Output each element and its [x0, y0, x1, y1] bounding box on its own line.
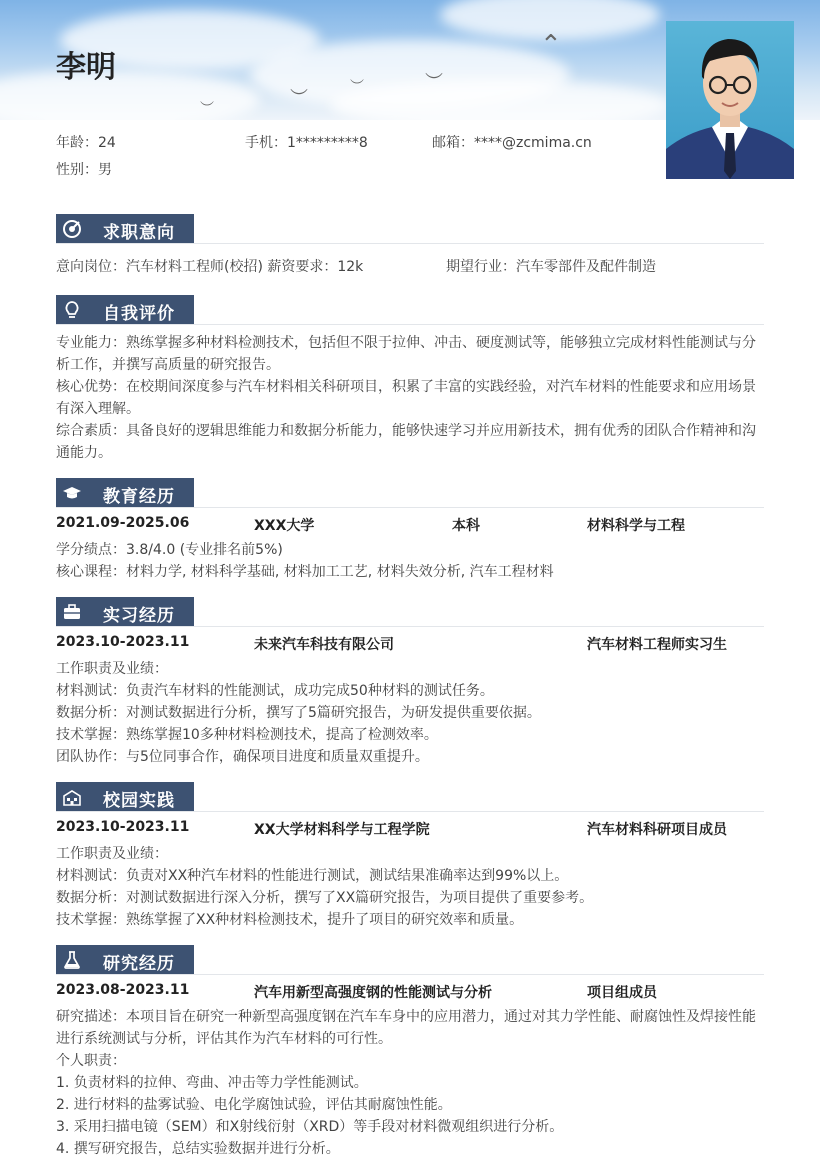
section-header-self — [56, 295, 194, 324]
edu-courses: 核心课程：材料力学, 材料科学基础, 材料加工工艺, 材料失效分析, 汽车工程材料 — [56, 564, 554, 580]
bird-icon: ︶ — [200, 101, 214, 117]
self-eval-3: 综合素质：具备良好的逻辑思维能力和数据分析能力，能够快速学习并应用新技术，拥有优秀的团队合作精神和沟通能力。 — [56, 423, 756, 461]
campus-date: 2023.10-2023.11 — [56, 819, 190, 835]
self-eval-1: 专业能力：熟练掌握多种材料检测技术，包括但不限于拉伸、冲击、硬度测试等，能够独立完成材料性能测试与分析工作，并撰写高质量的研究报告。 — [56, 335, 756, 373]
candidate-name: 李明 — [56, 50, 116, 85]
research-duty: 4. 撰写研究报告，总结实验数据并进行分析。 — [56, 1141, 340, 1157]
intent-industry: 期望行业：汽车零部件及配件制造 — [446, 259, 656, 275]
campus-role: 汽车材料科研项目成员 — [587, 822, 727, 838]
edu-major: 材料科学与工程 — [587, 518, 685, 534]
campus-line: 工作职责及业绩： — [56, 846, 168, 862]
intent-position: 意向岗位：汽车材料工程师(校招) 薪资要求：12k — [56, 259, 364, 275]
target-icon — [62, 219, 82, 239]
bird-icon: ⌃ — [540, 30, 562, 60]
campus-line: 技术掌握：熟练掌握了XX种材料检测技术，提升了项目的研究效率和质量。 — [56, 912, 524, 928]
lightbulb-icon — [62, 300, 82, 320]
section-header-intern — [56, 597, 194, 626]
campus-org: XX大学材料科学与工程学院 — [254, 822, 430, 838]
education-row — [56, 515, 764, 537]
section-divider — [56, 811, 764, 812]
internship-row — [56, 634, 764, 656]
section-header-edu — [56, 478, 194, 507]
edu-school: XXX大学 — [254, 518, 315, 534]
edu-date: 2021.09-2025.06 — [56, 515, 190, 531]
section-title: 校园实践 — [103, 791, 175, 811]
section-title: 研究经历 — [103, 954, 175, 974]
intern-line: 材料测试：负责汽车材料的性能测试，成功完成50种材料的测试任务。 — [56, 683, 494, 699]
research-date: 2023.08-2023.11 — [56, 982, 190, 998]
flask-icon — [62, 950, 82, 970]
intern-company: 未来汽车科技有限公司 — [254, 637, 394, 653]
gender-info: 性别：男 — [56, 162, 112, 178]
campus-row — [56, 819, 764, 841]
age-info: 年龄：24 — [56, 135, 116, 151]
research-row — [56, 982, 764, 1004]
section-header-intent — [56, 214, 194, 243]
briefcase-icon — [62, 602, 82, 622]
phone-info: 手机：1*********8 — [245, 135, 368, 151]
profile-photo — [666, 21, 794, 179]
research-duty-title: 个人职责： — [56, 1053, 126, 1069]
section-title: 实习经历 — [103, 606, 175, 626]
section-title: 求职意向 — [103, 223, 175, 243]
bird-icon: ︶ — [425, 72, 443, 93]
section-header-campus — [56, 782, 194, 811]
research-role: 项目组成员 — [587, 985, 657, 1001]
school-building-icon — [62, 787, 82, 807]
bird-icon: ︶ — [290, 88, 308, 109]
section-divider — [56, 507, 764, 508]
self-eval-2: 核心优势：在校期间深度参与汽车材料相关科研项目，积累了丰富的实践经验，对汽车材料的性能要求和应用场景有深入理解。 — [56, 379, 756, 417]
intern-date: 2023.10-2023.11 — [56, 634, 190, 650]
intern-role: 汽车材料工程师实习生 — [587, 637, 727, 653]
section-divider — [56, 243, 764, 244]
email-info: 邮箱：****@zcmima.cn — [432, 135, 592, 151]
section-title: 教育经历 — [103, 487, 175, 507]
graduation-cap-icon — [62, 483, 82, 503]
intern-line: 团队协作：与5位同事合作，确保项目进度和质量双重提升。 — [56, 749, 429, 765]
bird-icon: ︶ — [350, 79, 364, 95]
section-divider — [56, 974, 764, 975]
intern-line: 技术掌握：熟练掌握10多种材料检测技术，提高了检测效率。 — [56, 727, 438, 743]
research-desc: 研究描述：本项目旨在研究一种新型高强度钢在汽车车身中的应用潜力，通过对其力学性能、耐腐蚀性及焊接性能进行系统测试与分析，评估其作为汽车材料的可行性。 — [56, 1009, 756, 1047]
research-duty: 2. 进行材料的盐雾试验、电化学腐蚀试验，评估其耐腐蚀性能。 — [56, 1097, 452, 1113]
edu-gpa: 学分绩点：3.8/4.0 (专业排名前5%) — [56, 542, 283, 558]
campus-line: 材料测试：负责对XX种汽车材料的性能进行测试，测试结果准确率达到99%以上。 — [56, 868, 569, 884]
research-duty: 3. 采用扫描电镜（SEM）和X射线衍射（XRD）等手段对材料微观组织进行分析。 — [56, 1119, 564, 1135]
campus-line: 数据分析：对测试数据进行深入分析，撰写了XX篇研究报告，为项目提供了重要参考。 — [56, 890, 594, 906]
research-project: 汽车用新型高强度钢的性能测试与分析 — [254, 985, 492, 1001]
section-title: 自我评价 — [103, 304, 175, 324]
intern-line: 工作职责及业绩： — [56, 661, 168, 677]
research-duty: 1. 负责材料的拉伸、弯曲、冲击等力学性能测试。 — [56, 1075, 368, 1091]
intern-line: 数据分析：对测试数据进行分析，撰写了5篇研究报告，为研发提供重要依据。 — [56, 705, 541, 721]
section-header-research — [56, 945, 194, 974]
edu-degree: 本科 — [452, 518, 480, 534]
section-divider — [56, 324, 764, 325]
section-divider — [56, 626, 764, 627]
